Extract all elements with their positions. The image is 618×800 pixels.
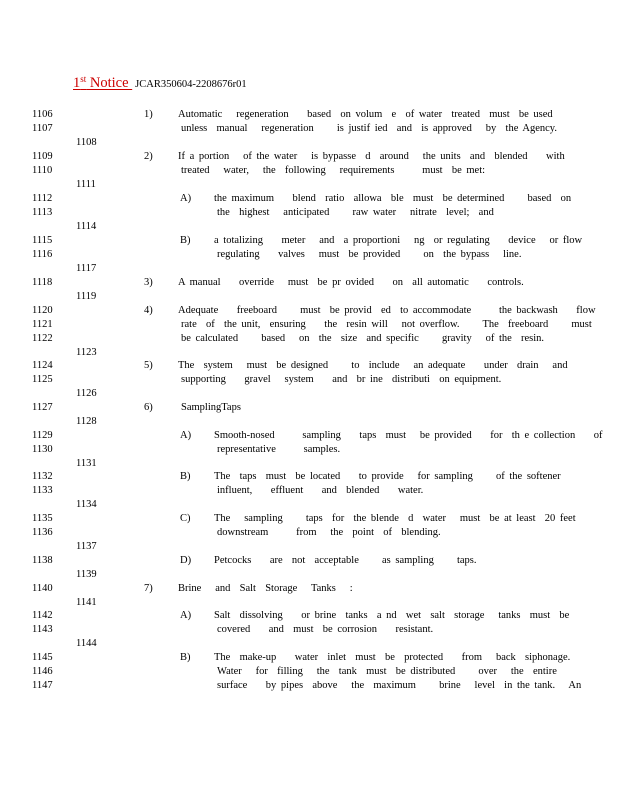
item-heading: SamplingTaps — [181, 402, 241, 413]
subitem-text: surface by pipes above the maximum brine level in the tank. An — [217, 680, 582, 691]
line-number: 1144 — [76, 638, 97, 649]
subitem-label: B) — [180, 652, 191, 663]
line-number: 1137 — [76, 541, 97, 552]
document-id: JCAR350604-2208676r01 — [135, 79, 247, 90]
line-number: 1138 — [32, 555, 53, 566]
line-number: 1126 — [76, 388, 97, 399]
line-number: 1146 — [32, 666, 53, 677]
line-number: 1133 — [32, 485, 53, 496]
subitem-text: the highest anticipated raw water nitrate level; and — [217, 207, 494, 218]
subitem-text: The taps must be located to provide for sampling of the softener — [214, 471, 561, 482]
item-text: The system must be designed to include an adequate under drain and — [178, 360, 568, 371]
line-number: 1135 — [32, 513, 53, 524]
line-number: 1136 — [32, 527, 53, 538]
item-number: 1) — [144, 109, 153, 120]
item-text: A manual override must be pr ovided on all automatic controls. — [178, 277, 524, 288]
subitem-label: C) — [180, 513, 191, 524]
line-number: 1109 — [32, 151, 53, 162]
line-number: 1115 — [32, 235, 53, 246]
item-number: 5) — [144, 360, 153, 371]
subitem-text: The make-up water inlet must be protected from back siphonage. — [214, 652, 571, 663]
line-number: 1110 — [32, 165, 53, 176]
line-number: 1142 — [32, 610, 53, 621]
item-text: Brine and Salt Storage Tanks : — [178, 583, 353, 594]
line-number: 1140 — [32, 583, 53, 594]
line-number: 1119 — [76, 291, 97, 302]
subitem-text: Water for filling the tank must be distributed over the entire — [217, 666, 557, 677]
subitem-text: a totalizing meter and a proportioni ng or regulating device or flow — [214, 235, 583, 246]
line-number: 1147 — [32, 680, 53, 691]
subitem-label: D) — [180, 555, 192, 566]
line-number: 1108 — [76, 137, 97, 148]
item-text: be calculated based on the size and specific gravity of the resin. — [181, 333, 545, 344]
subitem-label: A) — [180, 430, 192, 441]
item-number: 7) — [144, 583, 153, 594]
notice-link[interactable]: 1st Notice — [73, 74, 133, 91]
line-number: 1117 — [76, 263, 97, 274]
line-number: 1107 — [32, 123, 53, 134]
item-text: Automatic regeneration based on volum e of water treated must be used — [178, 109, 553, 120]
line-number: 1139 — [76, 569, 97, 580]
line-number: 1124 — [32, 360, 53, 371]
line-number: 1141 — [76, 597, 97, 608]
item-text: rate of the unit, ensuring the resin will not overflow. The freeboard must — [181, 319, 592, 330]
subitem-text: influent, effluent and blended water. — [217, 485, 424, 496]
subitem-label: A) — [180, 610, 192, 621]
line-number: 1130 — [32, 444, 53, 455]
subitem-text: regulating valves must be provided on the bypass line. — [217, 249, 522, 260]
page-header — [73, 74, 247, 92]
line-number: 1145 — [32, 652, 53, 663]
line-number: 1112 — [32, 193, 53, 204]
line-number: 1125 — [32, 374, 53, 385]
line-number: 1116 — [32, 249, 53, 260]
line-number: 1128 — [76, 416, 97, 427]
item-number: 3) — [144, 277, 153, 288]
item-number: 2) — [144, 151, 153, 162]
subitem-text: covered and must be corrosion resistant. — [217, 624, 434, 635]
line-number: 1111 — [76, 179, 96, 190]
line-number: 1118 — [32, 277, 53, 288]
subitem-text: Salt dissolving or brine tanks a nd wet salt storage tanks must be — [214, 610, 570, 621]
line-number: 1129 — [32, 430, 53, 441]
subitem-text: representative samples. — [217, 444, 341, 455]
item-text: treated water, the following requirements must be met: — [181, 165, 486, 176]
subitem-text: Petcocks are not acceptable as sampling taps. — [214, 555, 477, 566]
line-number: 1143 — [32, 624, 53, 635]
line-number: 1114 — [76, 221, 97, 232]
item-text: Adequate freeboard must be provid ed to accommodate the backwash flow — [178, 305, 596, 316]
line-number: 1113 — [32, 207, 53, 218]
line-number: 1131 — [76, 458, 97, 469]
line-number: 1123 — [76, 347, 97, 358]
line-number: 1134 — [76, 499, 97, 510]
item-text: supporting gravel system and br ine distributi on equipment. — [181, 374, 502, 385]
line-number: 1106 — [32, 109, 53, 120]
subitem-label: B) — [180, 235, 191, 246]
subitem-text: downstream from the point of blending. — [217, 527, 441, 538]
line-number: 1121 — [32, 319, 53, 330]
item-text: If a portion of the water is bypasse d around the units and blended with — [178, 151, 565, 162]
subitem-text: Smooth-nosed sampling taps must be provided for th e collection of — [214, 430, 603, 441]
line-number: 1127 — [32, 402, 53, 413]
line-number: 1120 — [32, 305, 53, 316]
subitem-text: the maximum blend ratio allowa ble must be determined based on — [214, 193, 572, 204]
subitem-text: The sampling taps for the blende d water must be at least 20 feet — [214, 513, 576, 524]
item-number: 6) — [144, 402, 153, 413]
subitem-label: B) — [180, 471, 191, 482]
item-text: unless manual regeneration is justif ied and is approved by the Agency. — [181, 123, 557, 134]
line-number: 1122 — [32, 333, 53, 344]
subitem-label: A) — [180, 193, 192, 204]
line-number: 1132 — [32, 471, 53, 482]
item-number: 4) — [144, 305, 153, 316]
